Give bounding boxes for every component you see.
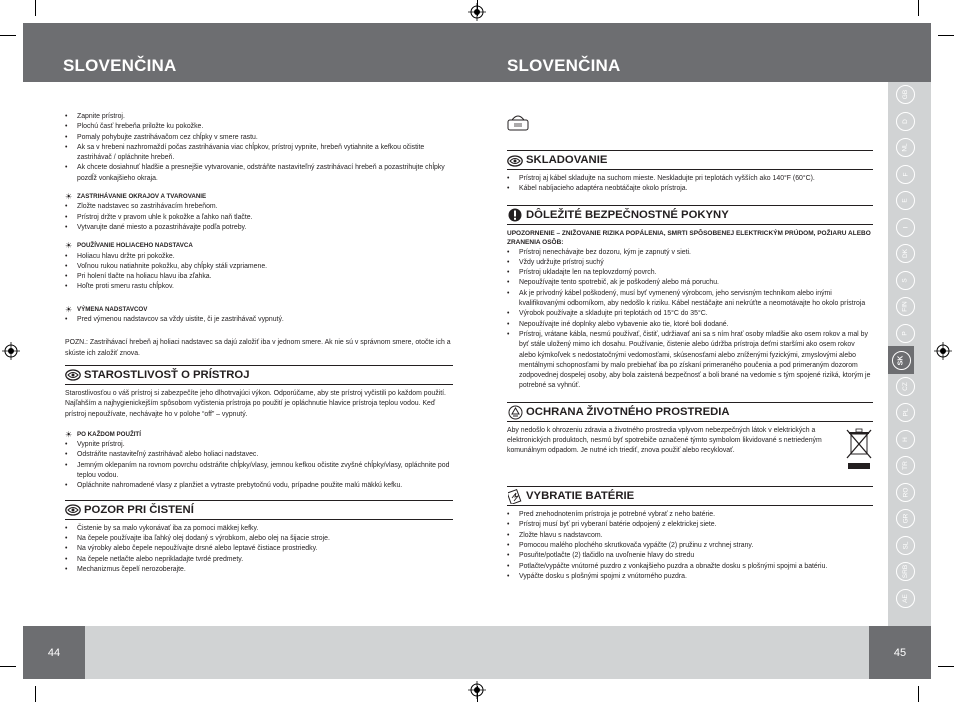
language-tab[interactable] bbox=[896, 297, 915, 316]
language-tab-label: F bbox=[901, 172, 909, 176]
warning-heading: UPOZORNENIE – ZNIŽOVANIE RIZIKA POPÁLENIA, SMRTI SPÔSOBENEJ ELEKTRICKÝM PRÚDOM, POŽIARU ALEBO ZRANENIA OSÔB: bbox=[507, 229, 871, 246]
sun-icon: ☀ bbox=[65, 192, 73, 202]
right-page-title: SLOVENČINA bbox=[507, 56, 621, 75]
list-item: • Potlačte/vypáčte vnútorné puzdro z vonkajšieho puzdra a obnažte dosku s plošnými spojmi a batériu. bbox=[507, 562, 873, 572]
language-tab[interactable] bbox=[896, 112, 915, 131]
list-item: • Vypáčte dosku s plošnými spojmi z vnútorného puzdra. bbox=[507, 572, 873, 582]
cleaning-list bbox=[65, 524, 453, 575]
list-item: • Nepoužívajte tento spotrebič, ak je poškodený alebo má poruchu. bbox=[507, 278, 873, 288]
language-tab-label: E bbox=[902, 198, 909, 203]
list-item: • Vytvarujte dané miesto a pozastrihávajte podľa potreby. bbox=[65, 223, 453, 233]
language-tab-label: GR bbox=[902, 513, 909, 524]
list-item: • Čistenie by sa malo vykonávať iba za pomoci mäkkej kefky. bbox=[65, 524, 453, 534]
registration-mark-icon bbox=[468, 3, 486, 21]
list-item: • Holiacu hlavu držte pri pokožke. bbox=[65, 252, 453, 262]
language-tab-label: DK bbox=[902, 248, 909, 259]
language-tab-label: GB bbox=[902, 89, 909, 100]
crop-mark bbox=[0, 666, 16, 667]
list-item: • Prístroj ukladajte len na teplovzdorný povrch. bbox=[507, 268, 873, 278]
language-tab[interactable] bbox=[896, 589, 915, 608]
language-tab[interactable] bbox=[896, 483, 915, 502]
shaver-outline-icon bbox=[507, 112, 873, 140]
list-item: • Výrobok používajte a skladujte pri teplotách od 15°C do 35°C. bbox=[507, 309, 873, 319]
crop-mark bbox=[35, 0, 36, 16]
subsection-heading: ☀ VÝMENA NADSTAVCOV bbox=[65, 304, 148, 314]
list-item: • Prístroj musí byť pri vyberaní batérie odpojený z elektrickej siete. bbox=[507, 520, 873, 530]
care-paragraph: Starostlivosťou o váš prístroj si zabezpečíte jeho dlhotrvajúci výkon. Odporúčame, aby ste prístroj vyčistili po každom použití. Najľahším a najhygienickejším spôsobom vyčistenia prístroja po použití je opláchnutie hlavice prístroja teplou vodou. Keď prístroj nepoužívate, nechávajte ho v polohe “off” – vypnutý. bbox=[65, 389, 446, 418]
crop-mark bbox=[918, 0, 919, 16]
eye-icon bbox=[507, 154, 523, 167]
storage-list bbox=[507, 174, 873, 195]
intro-list bbox=[65, 112, 453, 184]
list-item: • Prístroj nenechávajte bez dozoru, kým je zapnutý v sieti. bbox=[507, 248, 873, 258]
sun-icon: ☀ bbox=[65, 429, 73, 439]
list-item: • Voľnou rukou natiahnite pokožku, aby chĺpky stáli vzpriamene. bbox=[65, 262, 453, 272]
language-tab[interactable] bbox=[896, 509, 915, 528]
crossed-bin-icon bbox=[845, 426, 873, 474]
list-item: • Vždy udržujte prístroj suchý bbox=[507, 258, 873, 268]
environment-section-heading: OCHRANA ŽIVOTNÉHO PROSTREDIA bbox=[507, 402, 873, 422]
language-tab[interactable] bbox=[896, 324, 915, 343]
right-page-content bbox=[507, 112, 873, 582]
right-page-footer bbox=[477, 626, 931, 679]
language-tab[interactable] bbox=[896, 456, 915, 475]
language-tab-label: P bbox=[902, 330, 909, 336]
list-item: • Plochú časť hrebeňa priložte ku pokožke. bbox=[65, 122, 453, 132]
list-item: • Na výrobky alebo čepele nepoužívajte drsné alebo leptavé čistiace prostriedky. bbox=[65, 544, 453, 554]
language-tab-label: SL bbox=[901, 541, 909, 549]
subsection-heading: ☀ PO KAŽDOM POUŽITÍ bbox=[65, 429, 141, 439]
note-paragraph: POZN.: Zastrihávací hrebeň aj holiaci nadstavec sa dajú založiť iba v jednom smere. Ak nie sú v správnom smere, otočte ich a skúste ich založiť znova. bbox=[65, 339, 451, 357]
list-item: • Odstráňte nastaviteľný zastrihávač alebo holiaci nadstavec. bbox=[65, 450, 453, 460]
eye-icon bbox=[65, 369, 81, 382]
list-item: • Kábel nabíjacieho adaptéra neobtáčajte okolo prístroja. bbox=[507, 184, 873, 194]
right-page-header bbox=[477, 23, 931, 82]
crop-mark bbox=[0, 35, 16, 36]
list-item: • Prístroj držte v pravom uhle k pokožke a ľahko naň tlačte. bbox=[65, 213, 453, 223]
left-page-header bbox=[23, 23, 500, 82]
list-item: • Zložte nadstavec so zastrihávacím hrebeňom. bbox=[65, 202, 453, 212]
language-tab[interactable] bbox=[896, 191, 915, 210]
list-item: • Prístroj, vrátane kábla, nesmú používať, čistiť, udržiavať ani sa s ním hrať osoby mladšie ako osem rokov a mal by byť stále uložený mimo ich dosahu. Používanie, čistenie alebo údržba prístroja deťmi staršími ako osem rokov alebo kýmkoľvek s nedostatočnými vedomosťami, skúsenosťami alebo zníženými fyzickými, zmyslovými alebo mentálnymi schopnosťami by malo prebiehať iba po získaní primeraného poučenia a pod primeraným dozorom zodpovednej dospelej osoby, aby bola zaistená bezpečnosť a boli brané na vedomie s tým spojené riziká, ktorým je potrebné sa vyhnúť. bbox=[507, 330, 873, 392]
language-tab[interactable] bbox=[896, 138, 915, 157]
language-tab-label: NL bbox=[902, 143, 909, 152]
recycle-icon bbox=[507, 406, 523, 419]
language-tab-label: SRB bbox=[902, 564, 909, 579]
language-tab[interactable] bbox=[896, 165, 915, 184]
language-tab-circle bbox=[892, 351, 911, 370]
cleaning-section-heading: POZOR PRI ČISTENÍ bbox=[65, 500, 453, 520]
language-tab[interactable] bbox=[896, 562, 915, 581]
page-number: 45 bbox=[869, 626, 931, 679]
list-item: • Opláchnite nahromadené vlasy z planžiet a vytraste prebytočnú vodu, prípadne použite malú mäkkú kefku. bbox=[65, 481, 453, 491]
subsection-heading: ☀ POUŽÍVANIE HOLIACEHO NADSTAVCA bbox=[65, 241, 193, 251]
language-tab-label: D bbox=[901, 118, 909, 124]
language-tab-label: SK bbox=[897, 355, 905, 365]
storage-section-heading: SKLADOVANIE bbox=[507, 150, 873, 170]
language-tab-label: S bbox=[902, 277, 909, 283]
language-tab[interactable] bbox=[896, 403, 915, 422]
list-item: • Ak je prívodný kábel poškodený, musí byť vymenený výrobcom, jeho servisným technikom alebo inými kvalifikovanými odborníkom, aby nedošlo k riziku. Kábel nestáčajte ani nekrúťte a neomotávajte ho okolo prístroja bbox=[507, 289, 873, 310]
language-tab[interactable] bbox=[896, 271, 915, 290]
trimming-list bbox=[65, 202, 453, 233]
language-tab-label: AE bbox=[901, 593, 909, 603]
list-item: • Nepoužívajte iné doplnky alebo vybavenie ako tie, ktoré boli dodané. bbox=[507, 320, 873, 330]
list-item: • Hoľte proti smeru rastu chĺpkov. bbox=[65, 282, 453, 292]
list-item: • Prístroj aj kábel skladujte na suchom mieste. Neskladujte pri teplotách vyšších ako 140°F (60°C). bbox=[507, 174, 873, 184]
crop-mark bbox=[35, 686, 36, 702]
shaver-list bbox=[65, 252, 453, 293]
environment-paragraph: Aby nedošlo k ohrozeniu zdravia a životného prostredia vplyvom nebezpečných látok v elektrických a elektronických produktoch, nesmú byť spotrebiče označené týmto symbolom likvidované s netriedeným komunálnym odpadom. Je nutné ich triediť, znova použiť alebo recyklovať. bbox=[507, 426, 822, 455]
page-number: 44 bbox=[23, 626, 85, 679]
safety-list bbox=[507, 248, 873, 392]
language-tab-strip bbox=[888, 82, 931, 626]
care-section-heading: STAROSTLIVOSŤ O PRÍSTROJ bbox=[65, 365, 453, 385]
language-tab-label: H bbox=[901, 436, 909, 442]
language-tab[interactable] bbox=[896, 244, 915, 263]
list-item: • Pomaly pohybujte zastrihávačom cez chĺpky v smere rastu. bbox=[65, 133, 453, 143]
list-item: • Pri holení tlačte na holiacu hlavu iba zľahka. bbox=[65, 272, 453, 282]
language-tab[interactable] bbox=[896, 430, 915, 449]
attachments-list bbox=[65, 315, 453, 325]
language-tab[interactable] bbox=[896, 536, 915, 555]
list-item: • Ak sa v hrebeni nazhromaždí počas zastrihávania viac chĺpkov, prístroj vypnite, hrebeň vytiahnite a kefkou očistite zastrihávač / opláchnite hrebeň. bbox=[65, 143, 453, 164]
list-item: • Na čepele používajte iba ľahký olej dodaný s výrobkom, alebo olej na šijacie stroje. bbox=[65, 534, 453, 544]
battery-list bbox=[507, 510, 873, 582]
registration-mark-icon bbox=[2, 342, 20, 360]
subsection-heading: ☀ ZASTRIHÁVANIE OKRAJOV A TVAROVANIE bbox=[65, 192, 207, 202]
list-item: • Ak chcete dosiahnuť hladšie a presnejšie vytvarovanie, odstráňte nastaviteľný zastrihávací hrebeň a pozastrihujte chĺpky pozdĺž vonkajšieho okraja. bbox=[65, 163, 453, 184]
list-item: • Mechanizmus čepelí nerozoberajte. bbox=[65, 565, 453, 575]
left-page-content bbox=[65, 112, 453, 575]
eye-icon bbox=[65, 504, 81, 517]
language-tab[interactable] bbox=[896, 218, 915, 237]
language-tab-label: FIN bbox=[901, 301, 909, 312]
language-tab-label: I bbox=[902, 226, 909, 228]
list-item: • Na čepele netlačte alebo neprikladajte tvrdé predmety. bbox=[65, 555, 453, 565]
safety-section-heading: DÔLEŽITÉ BEZPEČNOSTNÉ POKYNY bbox=[507, 205, 873, 225]
list-item: • Posuňte/potlačte (2) tlačidlo na uvoľnenie hlavy do stredu bbox=[507, 551, 873, 561]
battery-icon bbox=[507, 490, 523, 503]
sun-icon: ☀ bbox=[65, 241, 73, 251]
language-tab-label: TR bbox=[901, 461, 909, 470]
battery-section-heading: VYBRATIE BATÉRIE bbox=[507, 486, 873, 506]
left-page-title: SLOVENČINA bbox=[63, 56, 177, 75]
list-item: • Pred znehodnotením prístroja je potrebné vybrať z neho batérie. bbox=[507, 510, 873, 520]
left-page-footer bbox=[23, 626, 477, 679]
language-tab-active[interactable] bbox=[888, 346, 914, 374]
environment-block bbox=[507, 426, 873, 474]
crop-mark bbox=[938, 666, 954, 667]
list-item: • Pomocou malého plochého skrutkovača vypáčte (2) pružinu z vrchnej strany. bbox=[507, 541, 873, 551]
sun-icon: ☀ bbox=[65, 304, 73, 314]
language-tab[interactable] bbox=[896, 85, 915, 104]
language-tab-label: PL bbox=[901, 408, 909, 417]
exclamation-warning-icon bbox=[507, 209, 523, 222]
list-item: • Pred výmenou nadstavcov sa vždy uistite, či je zastrihávač vypnutý. bbox=[65, 315, 453, 325]
list-item: • Jemným oklepaním na rovnom povrchu odstráňte chĺpky/vlasy, jemnou kefkou očistite zvyšné chĺpky/vlasy, opláchnite pod teplou vodou. bbox=[65, 461, 453, 482]
language-tab-label: RO bbox=[902, 487, 909, 497]
language-tab[interactable] bbox=[896, 377, 915, 396]
registration-mark-icon bbox=[934, 342, 952, 360]
crop-mark bbox=[938, 35, 954, 36]
list-item: • Zapnite prístroj. bbox=[65, 112, 453, 122]
language-tab-label: CZ bbox=[901, 381, 909, 391]
list-item: • Vypnite prístroj. bbox=[65, 440, 453, 450]
crop-mark bbox=[918, 686, 919, 702]
registration-mark-icon bbox=[468, 681, 486, 699]
list-item: • Zložte hlavu s nadstavcom. bbox=[507, 531, 873, 541]
after-use-list bbox=[65, 440, 453, 491]
